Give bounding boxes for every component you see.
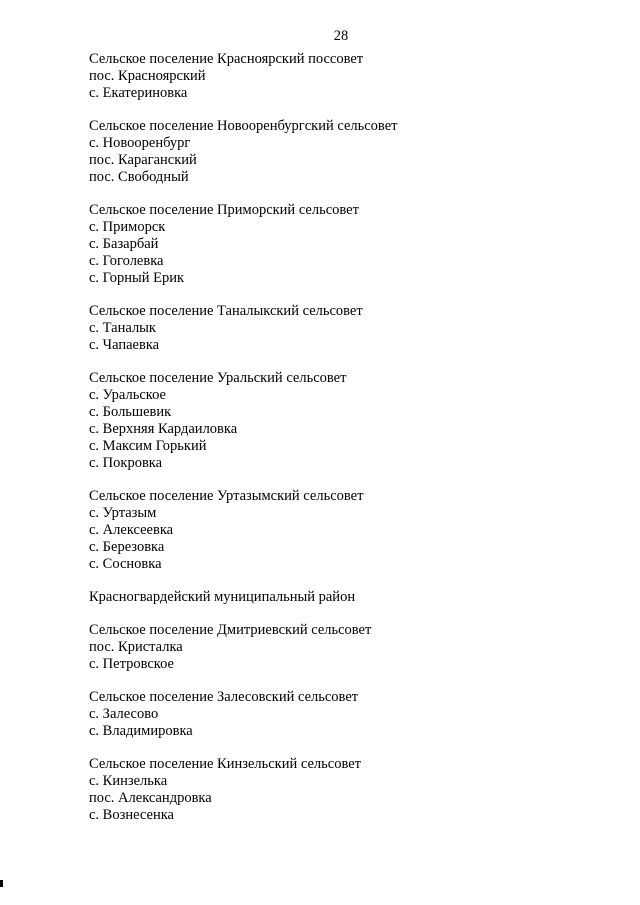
- locality-item: с. Сосновка: [89, 556, 162, 572]
- locality-item: с. Алексеевка: [89, 522, 174, 538]
- settlement-block: [89, 622, 620, 673]
- locality-item: с. Горный Ерик: [89, 270, 185, 286]
- settlement-title: Сельское поселение Дмитриевский сельсовет: [89, 622, 372, 638]
- locality-item: с. Базарбай: [89, 236, 159, 252]
- settlement-block: [89, 51, 620, 102]
- settlement-block: [89, 303, 620, 354]
- page-number: 28: [333, 28, 349, 44]
- locality-item: с. Чапаевка: [89, 337, 160, 353]
- settlement-block: [89, 118, 620, 186]
- settlement-block: [89, 202, 620, 287]
- locality-item: пос. Свободный: [89, 169, 189, 185]
- locality-item: с. Кинзелька: [89, 773, 168, 789]
- settlement-title: Сельское поселение Уртазымский сельсовет: [89, 488, 364, 504]
- document-body: [89, 51, 620, 840]
- locality-item: с. Большевик: [89, 404, 172, 420]
- settlement-list: [89, 51, 620, 573]
- settlement-title: Сельское поселение Новооренбургский сельсовет: [89, 118, 398, 134]
- locality-item: с. Таналык: [89, 320, 156, 336]
- locality-item: с. Уртазым: [89, 505, 157, 521]
- locality-item: пос. Красноярский: [89, 68, 206, 84]
- locality-item: с. Гоголевка: [89, 253, 164, 269]
- settlement-title: Сельское поселение Уральский сельсовет: [89, 370, 347, 386]
- settlement-title: Сельское поселение Приморский сельсовет: [89, 202, 359, 218]
- district-settlement-list: [89, 622, 620, 824]
- locality-item: пос. Кристалка: [89, 639, 183, 655]
- settlement-block: [89, 756, 620, 824]
- settlement-block: [89, 689, 620, 740]
- settlement-title: Сельское поселение Залесовский сельсовет: [89, 689, 359, 705]
- locality-item: с. Покровка: [89, 455, 163, 471]
- locality-item: с. Верхняя Кардаиловка: [89, 421, 238, 437]
- locality-item: с. Петровское: [89, 656, 174, 672]
- scan-edge-mark: [0, 880, 3, 887]
- settlement-block: [89, 488, 620, 573]
- settlement-title: Сельское поселение Таналыкский сельсовет: [89, 303, 363, 319]
- locality-item: с. Вознесенка: [89, 807, 174, 823]
- locality-item: с. Новооренбург: [89, 135, 191, 151]
- locality-item: с. Екатериновка: [89, 85, 188, 101]
- district-heading: Красногвардейский муниципальный район: [89, 589, 356, 605]
- locality-item: с. Уральское: [89, 387, 166, 403]
- locality-item: с. Владимировка: [89, 723, 193, 739]
- locality-item: с. Березовка: [89, 539, 165, 555]
- settlement-block: [89, 370, 620, 472]
- locality-item: пос. Караганский: [89, 152, 197, 168]
- locality-item: с. Максим Горький: [89, 438, 207, 454]
- locality-item: пос. Александровка: [89, 790, 212, 806]
- settlement-title: Сельское поселение Кинзельский сельсовет: [89, 756, 361, 772]
- locality-item: с. Приморск: [89, 219, 166, 235]
- locality-item: с. Залесово: [89, 706, 159, 722]
- settlement-title: Сельское поселение Красноярский поссовет: [89, 51, 364, 67]
